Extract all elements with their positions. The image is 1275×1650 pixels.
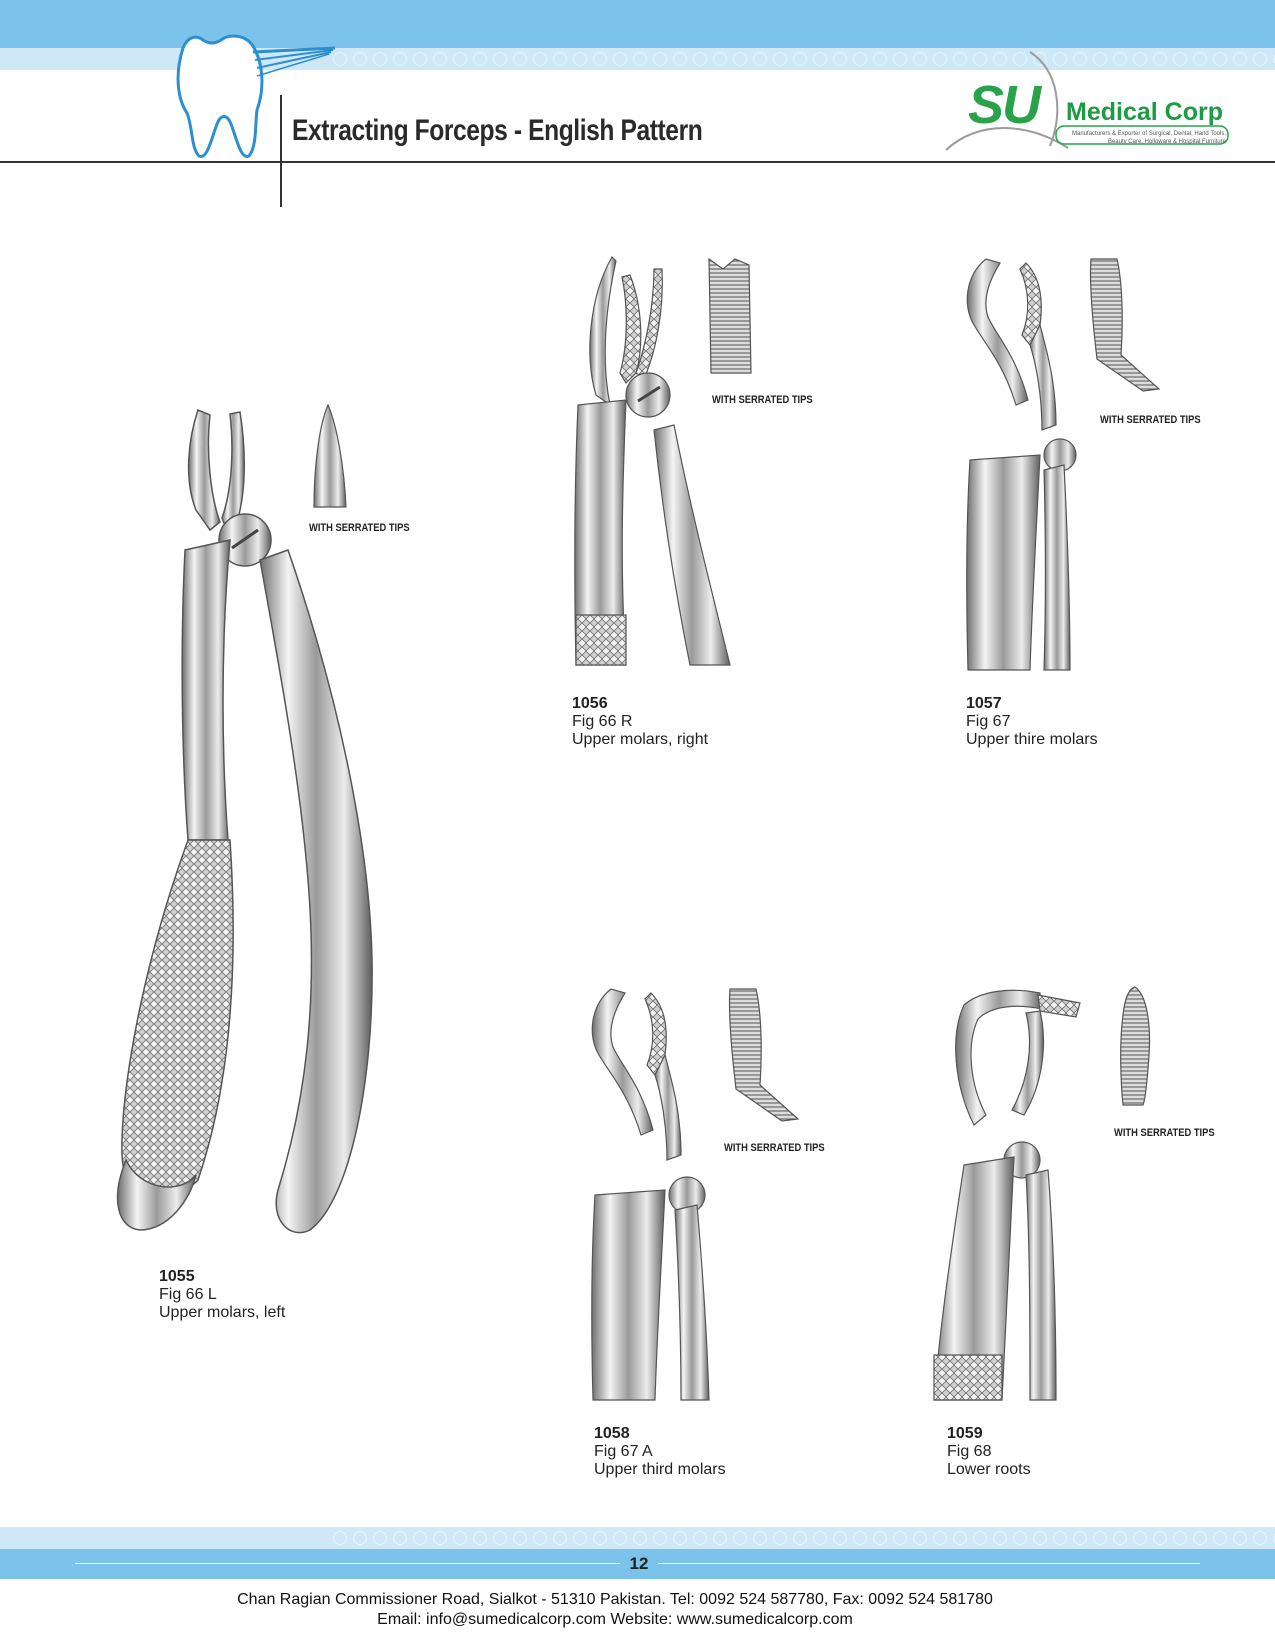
tip-image-1058 [722, 985, 802, 1125]
footer-email-website: Email: info@sumedicalcorp.com Website: www.sumedicalcorp.com [377, 1611, 853, 1628]
brand-short: SU [968, 75, 1040, 135]
product-code-1059: 1059 [947, 1425, 983, 1442]
footer-address: Chan Ragian Commissioner Road, Sialkot - 51310 Pakistan. Tel: 0092 524 587780, Fax: 0092 524 581780 [237, 1591, 993, 1608]
product-desc-1056: Upper molars, right [572, 731, 709, 748]
brand-logo [938, 50, 1238, 155]
tip-label-1055: WITH SERRATED TIPS [309, 522, 410, 534]
brand-name: Medical Corp [1066, 98, 1223, 126]
bottom-strip-pattern [330, 1529, 1275, 1547]
footer-contact [0, 1590, 1230, 1630]
product-desc-1059: Lower roots [947, 1461, 1031, 1478]
product-code-1055: 1055 [159, 1268, 195, 1285]
tip-image-1056 [705, 255, 755, 375]
product-fig-1056: Fig 66 R [572, 713, 633, 730]
caption-1059 [947, 1425, 1031, 1479]
product-desc-1055: Upper molars, left [159, 1304, 286, 1321]
product-fig-1055: Fig 66 L [159, 1286, 217, 1303]
product-fig-1058: Fig 67 A [594, 1443, 653, 1460]
product-code-1057: 1057 [966, 695, 1002, 712]
header-vertical-rule [280, 95, 282, 207]
product-code-1058: 1058 [594, 1425, 630, 1442]
tip-label-1056: WITH SERRATED TIPS [712, 394, 813, 406]
page-title: Extracting Forceps - English Pattern [292, 114, 703, 147]
tip-label-1057: WITH SERRATED TIPS [1100, 414, 1201, 426]
forceps-image-1057 [960, 255, 1090, 675]
product-fig-1057: Fig 67 [966, 713, 1011, 730]
caption-1057 [966, 695, 1098, 749]
brand-tagline: Manufacturers & Exporter of Surgical, Dental, Hand Tools, Beauty Care, Holloware & Hospital Furniture [1072, 131, 1226, 145]
header-horizontal-rule [0, 161, 1275, 163]
product-desc-1058: Upper third molars [594, 1461, 726, 1478]
tip-label-1058: WITH SERRATED TIPS [724, 1142, 825, 1154]
caption-1055 [159, 1268, 285, 1322]
tip-image-1057 [1083, 255, 1163, 395]
tip-label-1059: WITH SERRATED TIPS [1114, 1127, 1215, 1139]
page-number: 12 [620, 1550, 658, 1578]
tip-image-1055 [310, 403, 350, 511]
caption-1058 [594, 1425, 726, 1479]
caption-1056 [572, 695, 708, 749]
product-code-1056: 1056 [572, 695, 608, 712]
forceps-image-1058 [585, 985, 725, 1405]
forceps-image-1059 [930, 985, 1090, 1405]
tip-image-1059 [1115, 985, 1155, 1110]
product-fig-1059: Fig 68 [947, 1443, 992, 1460]
product-desc-1057: Upper thire molars [966, 731, 1098, 748]
